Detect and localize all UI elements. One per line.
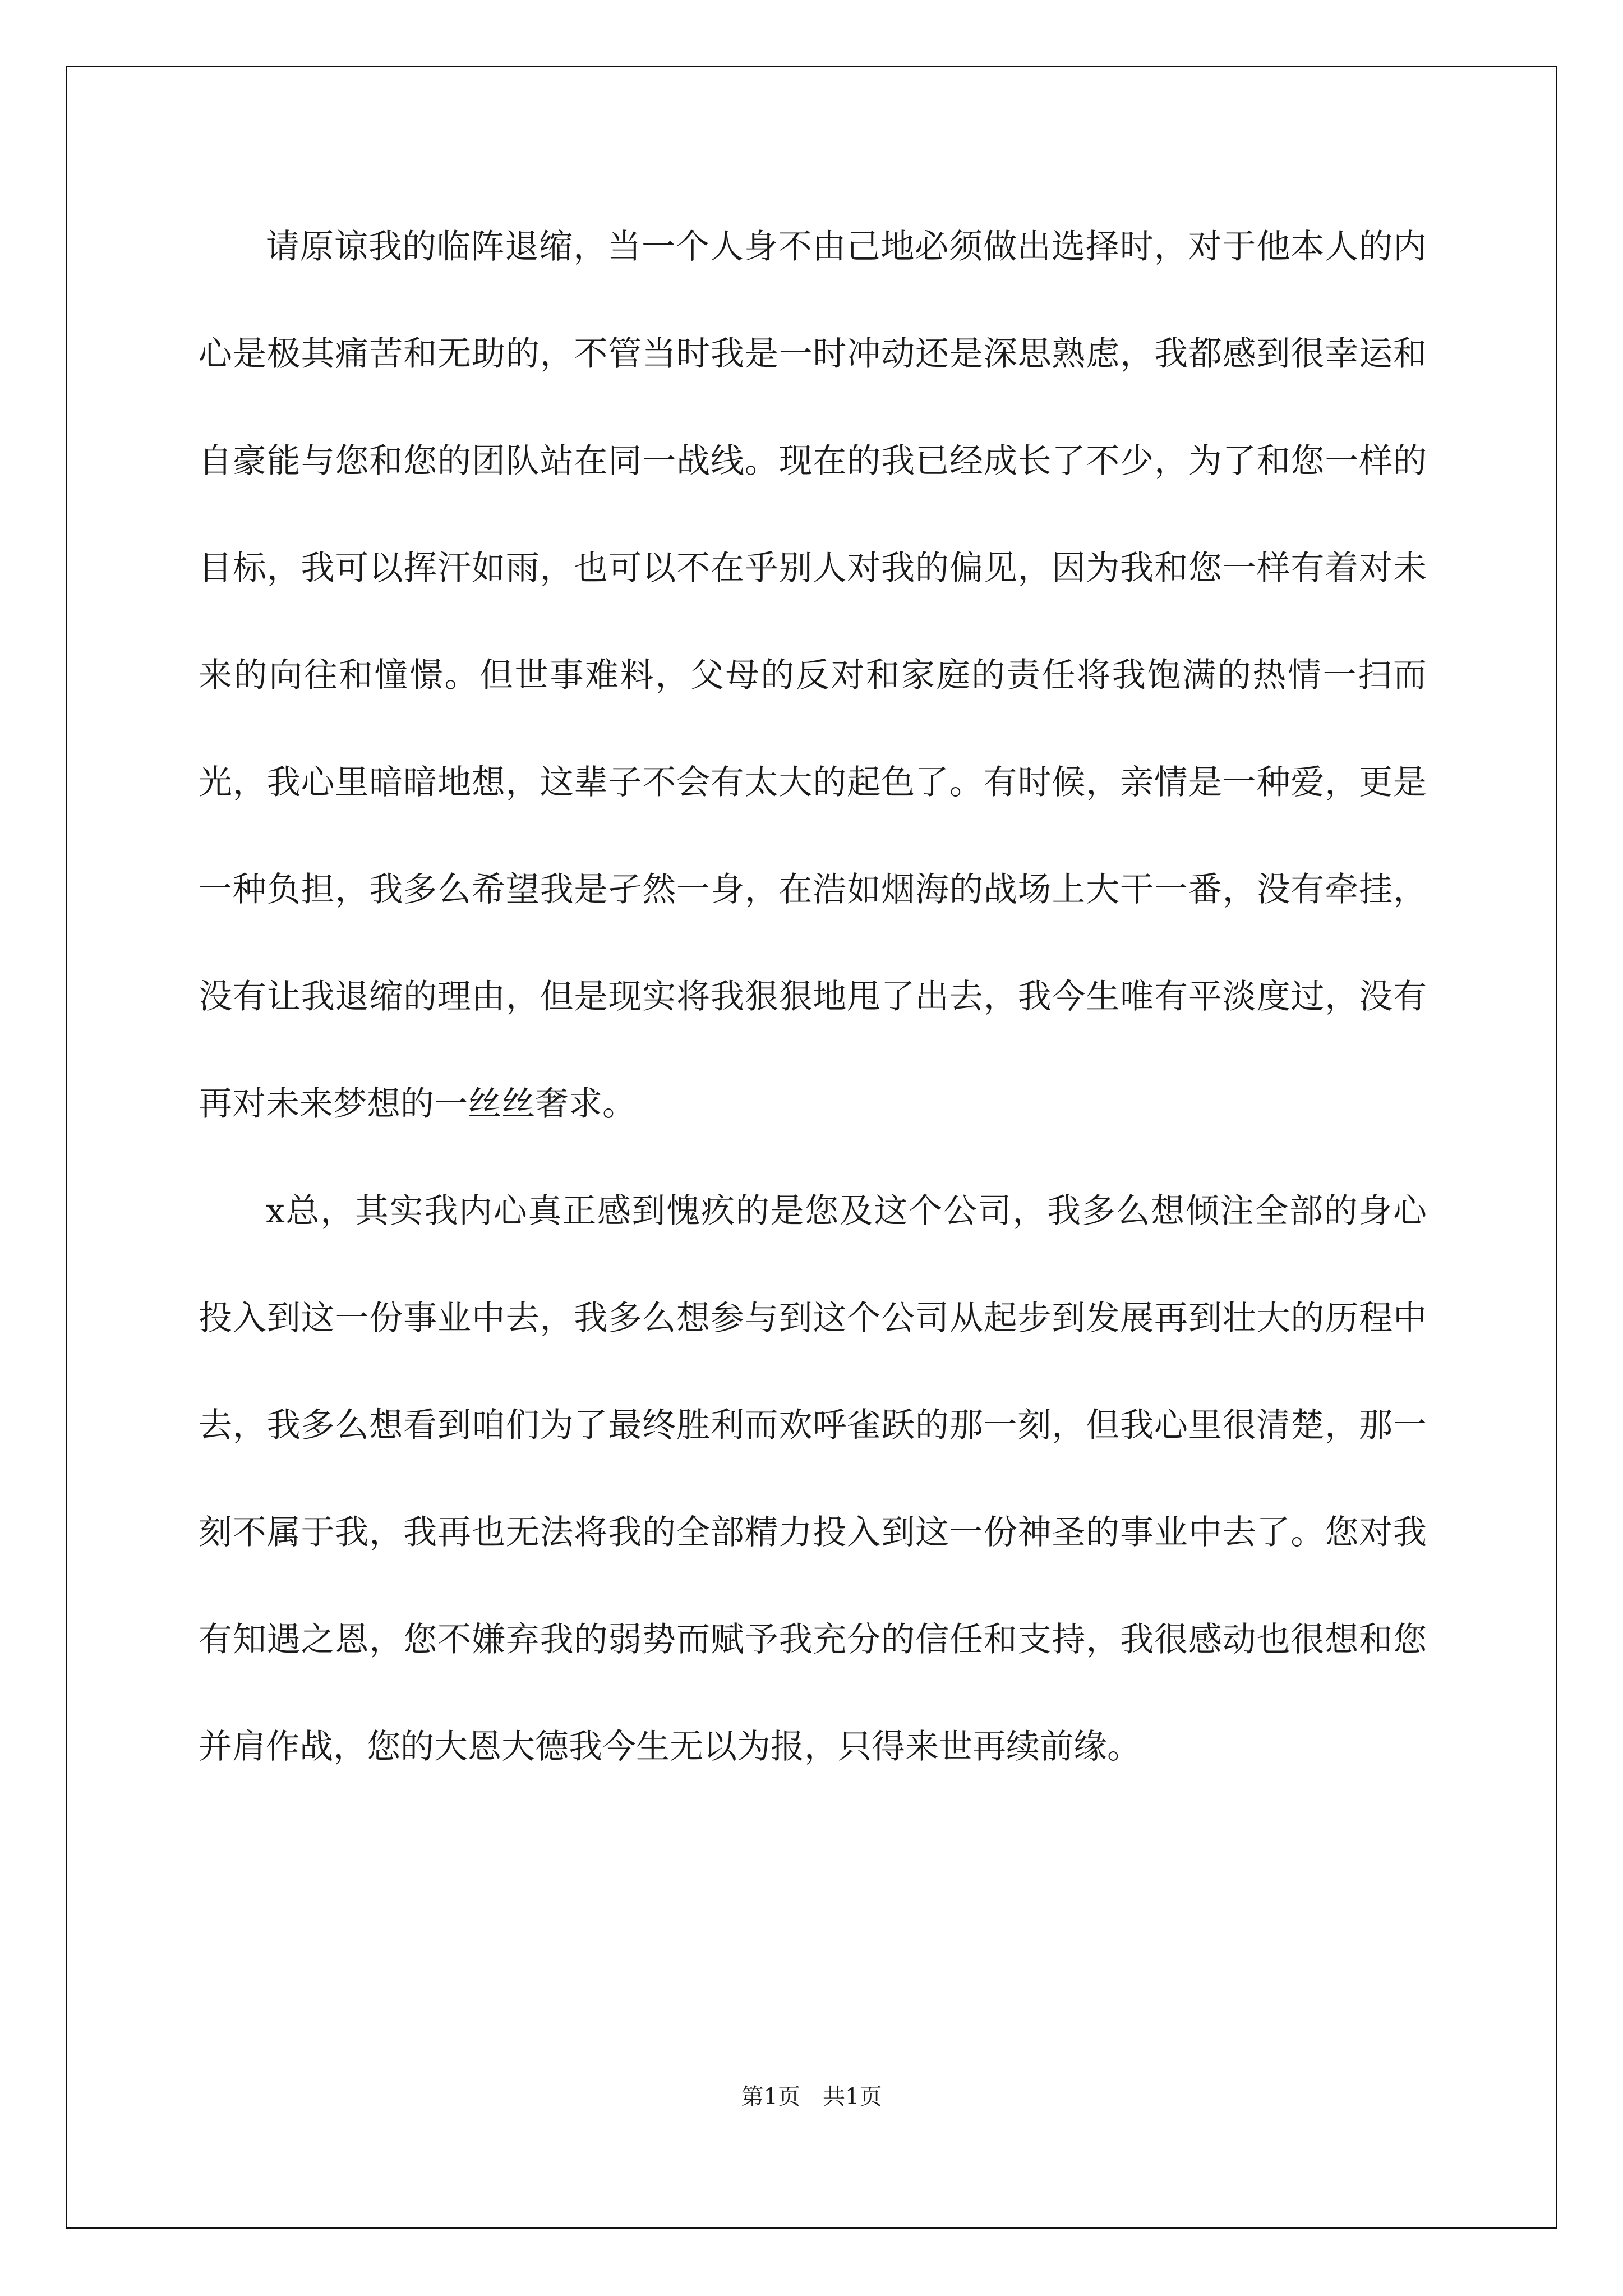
page-footer <box>0 2079 1623 2111</box>
letter-body <box>199 194 1427 1801</box>
page-number: 第1页 <box>741 2084 800 2110</box>
page-total: 共1页 <box>823 2084 882 2110</box>
paragraph-1: 请原谅我的临阵退缩，当一个人身不由己地必须做出选择时，对于他本人的内心是极其痛苦和无助的，不管当时我是一时冲动还是深思熟虑，我都感到很幸运和自豪能与您和您的团队站在同一战线。现在的我已经成长了不少，为了和您一样的目标，我可以挥汗如雨，也可以不在乎别人对我的偏见，因为我和您一样有着对未来的向往和憧憬。但世事难料，父母的反对和家庭的责任将我饱满的热情一扫而光，我心里暗暗地想，这辈子不会有太大的起色了。有时候，亲情是一种爱，更是一种负担，我多么希望我是孑然一身，在浩如烟海的战场上大干一番，没有牵挂，没有让我退缩的理由，但是现实将我狠狠地甩了出去，我今生唯有平淡度过，没有再对未来梦想的一丝丝奢求。 <box>199 227 1427 1124</box>
paragraph-2: x总，其实我内心真正感到愧疚的是您及这个公司，我多么想倾注全部的身心投入到这一份事业中去，我多么想参与到这个公司从起步到发展再到壮大的历程中去，我多么想看到咱们为了最终胜利而欢呼雀跃的那一刻，但我心里很清楚，那一刻不属于我，我再也无法将我的全部精力投入到这一份神圣的事业中去了。您对我有知遇之恩，您不嫌弃我的弱势而赋予我充分的信任和支持，我很感动也很想和您并肩作战，您的大恩大德我今生无以为报，只得来世再续前缘。 <box>199 1191 1427 1766</box>
